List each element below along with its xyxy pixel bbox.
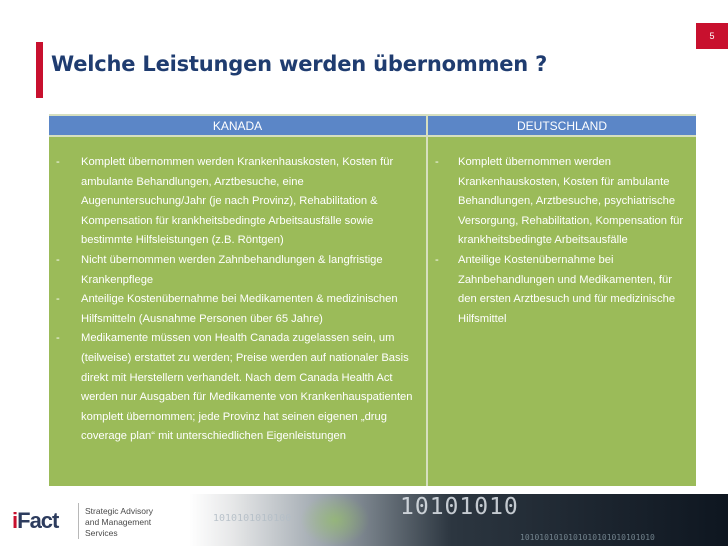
tagline-line: Services <box>85 528 118 538</box>
binary-text-large: 10101010 <box>400 494 519 520</box>
page-number: 5 <box>696 23 728 49</box>
company-tagline <box>85 506 195 539</box>
list-item <box>49 251 426 290</box>
bullet-dash: - <box>56 293 60 306</box>
list-item <box>428 153 696 251</box>
deutschland-item-text: Komplett übernommen werden Krankenhauskosten, Kosten für ambulante Behandlungen, Arztbesuche, psychiatrische Versorgung, Rehabilitation, Kompensation für krankheitsbedingte Arbeitsausfälle <box>458 156 684 247</box>
tagline-line: and Management <box>85 517 152 527</box>
list-item <box>49 329 426 447</box>
comparison-table <box>49 114 696 486</box>
cell-kanada <box>49 137 426 486</box>
kanada-item-text: Nicht übernommen werden Zahnbehandlungen & langfristige Krankenpflege <box>81 253 383 286</box>
list-item <box>428 251 696 329</box>
binary-text-tiny: 1010101010101010101010101010 <box>520 533 655 542</box>
deutschland-item-text: Anteilige Kostenübernahme bei Zahnbehandlungen und Medikamenten, für den ersten Arztbesuch und für medizinische Hilfsmittel <box>458 253 676 325</box>
deutschland-list <box>428 137 696 329</box>
list-item <box>49 290 426 329</box>
cell-deutschland <box>428 137 696 486</box>
list-item <box>49 153 426 251</box>
kanada-item-text: Medikamente müssen von Health Canada zugelassen sein, um (teilweise) erstattet zu werden; Preise werden auf nationaler Basis direkt mit Herstellern verhandelt. Nach dem Canada Health Act werden nur Ausgaben für Medikamente von Krankenhauspatienten komplett übernommen; jede Provinz hat seinen eigenen „drug coverage plan“ mit unterschiedlichen Eigenleistungen <box>81 332 413 443</box>
tagline-line: Strategic Advisory <box>85 506 154 516</box>
title-accent-bar <box>36 42 43 98</box>
header-kanada: KANADA <box>49 116 426 135</box>
bullet-dash: - <box>435 156 439 168</box>
kanada-item-text: Komplett übernommen werden Krankenhauskosten, Kosten für ambulante Behandlungen, Arztbesuche, eine Augenuntersuchung/Jahr (je nach Provinz), Rehabilitation & Kompensation für krankheitsbedingte Arbeitsausfälle sowie bestimmte Hilfsleistungen (z.B. Röntgen) <box>81 156 394 247</box>
logo-divider <box>78 503 79 539</box>
bullet-dash: - <box>56 253 60 266</box>
bullet-dash: - <box>435 253 439 266</box>
ifact-logo: i Fact <box>12 508 59 533</box>
header-deutschland: DEUTSCHLAND <box>428 116 696 135</box>
binary-text-small: 1010101010100 <box>213 513 292 524</box>
bullet-dash: - <box>56 332 60 345</box>
kanada-list <box>49 137 426 447</box>
page-title: Welche Leistungen werden übernommen ? <box>51 52 548 76</box>
kanada-item-text: Anteilige Kostenübernahme bei Medikamenten & medizinischen Hilfsmitteln (Ausnahme Personen über 65 Jahre) <box>81 293 398 325</box>
bullet-dash: - <box>56 156 60 168</box>
footer-glow <box>300 494 370 546</box>
